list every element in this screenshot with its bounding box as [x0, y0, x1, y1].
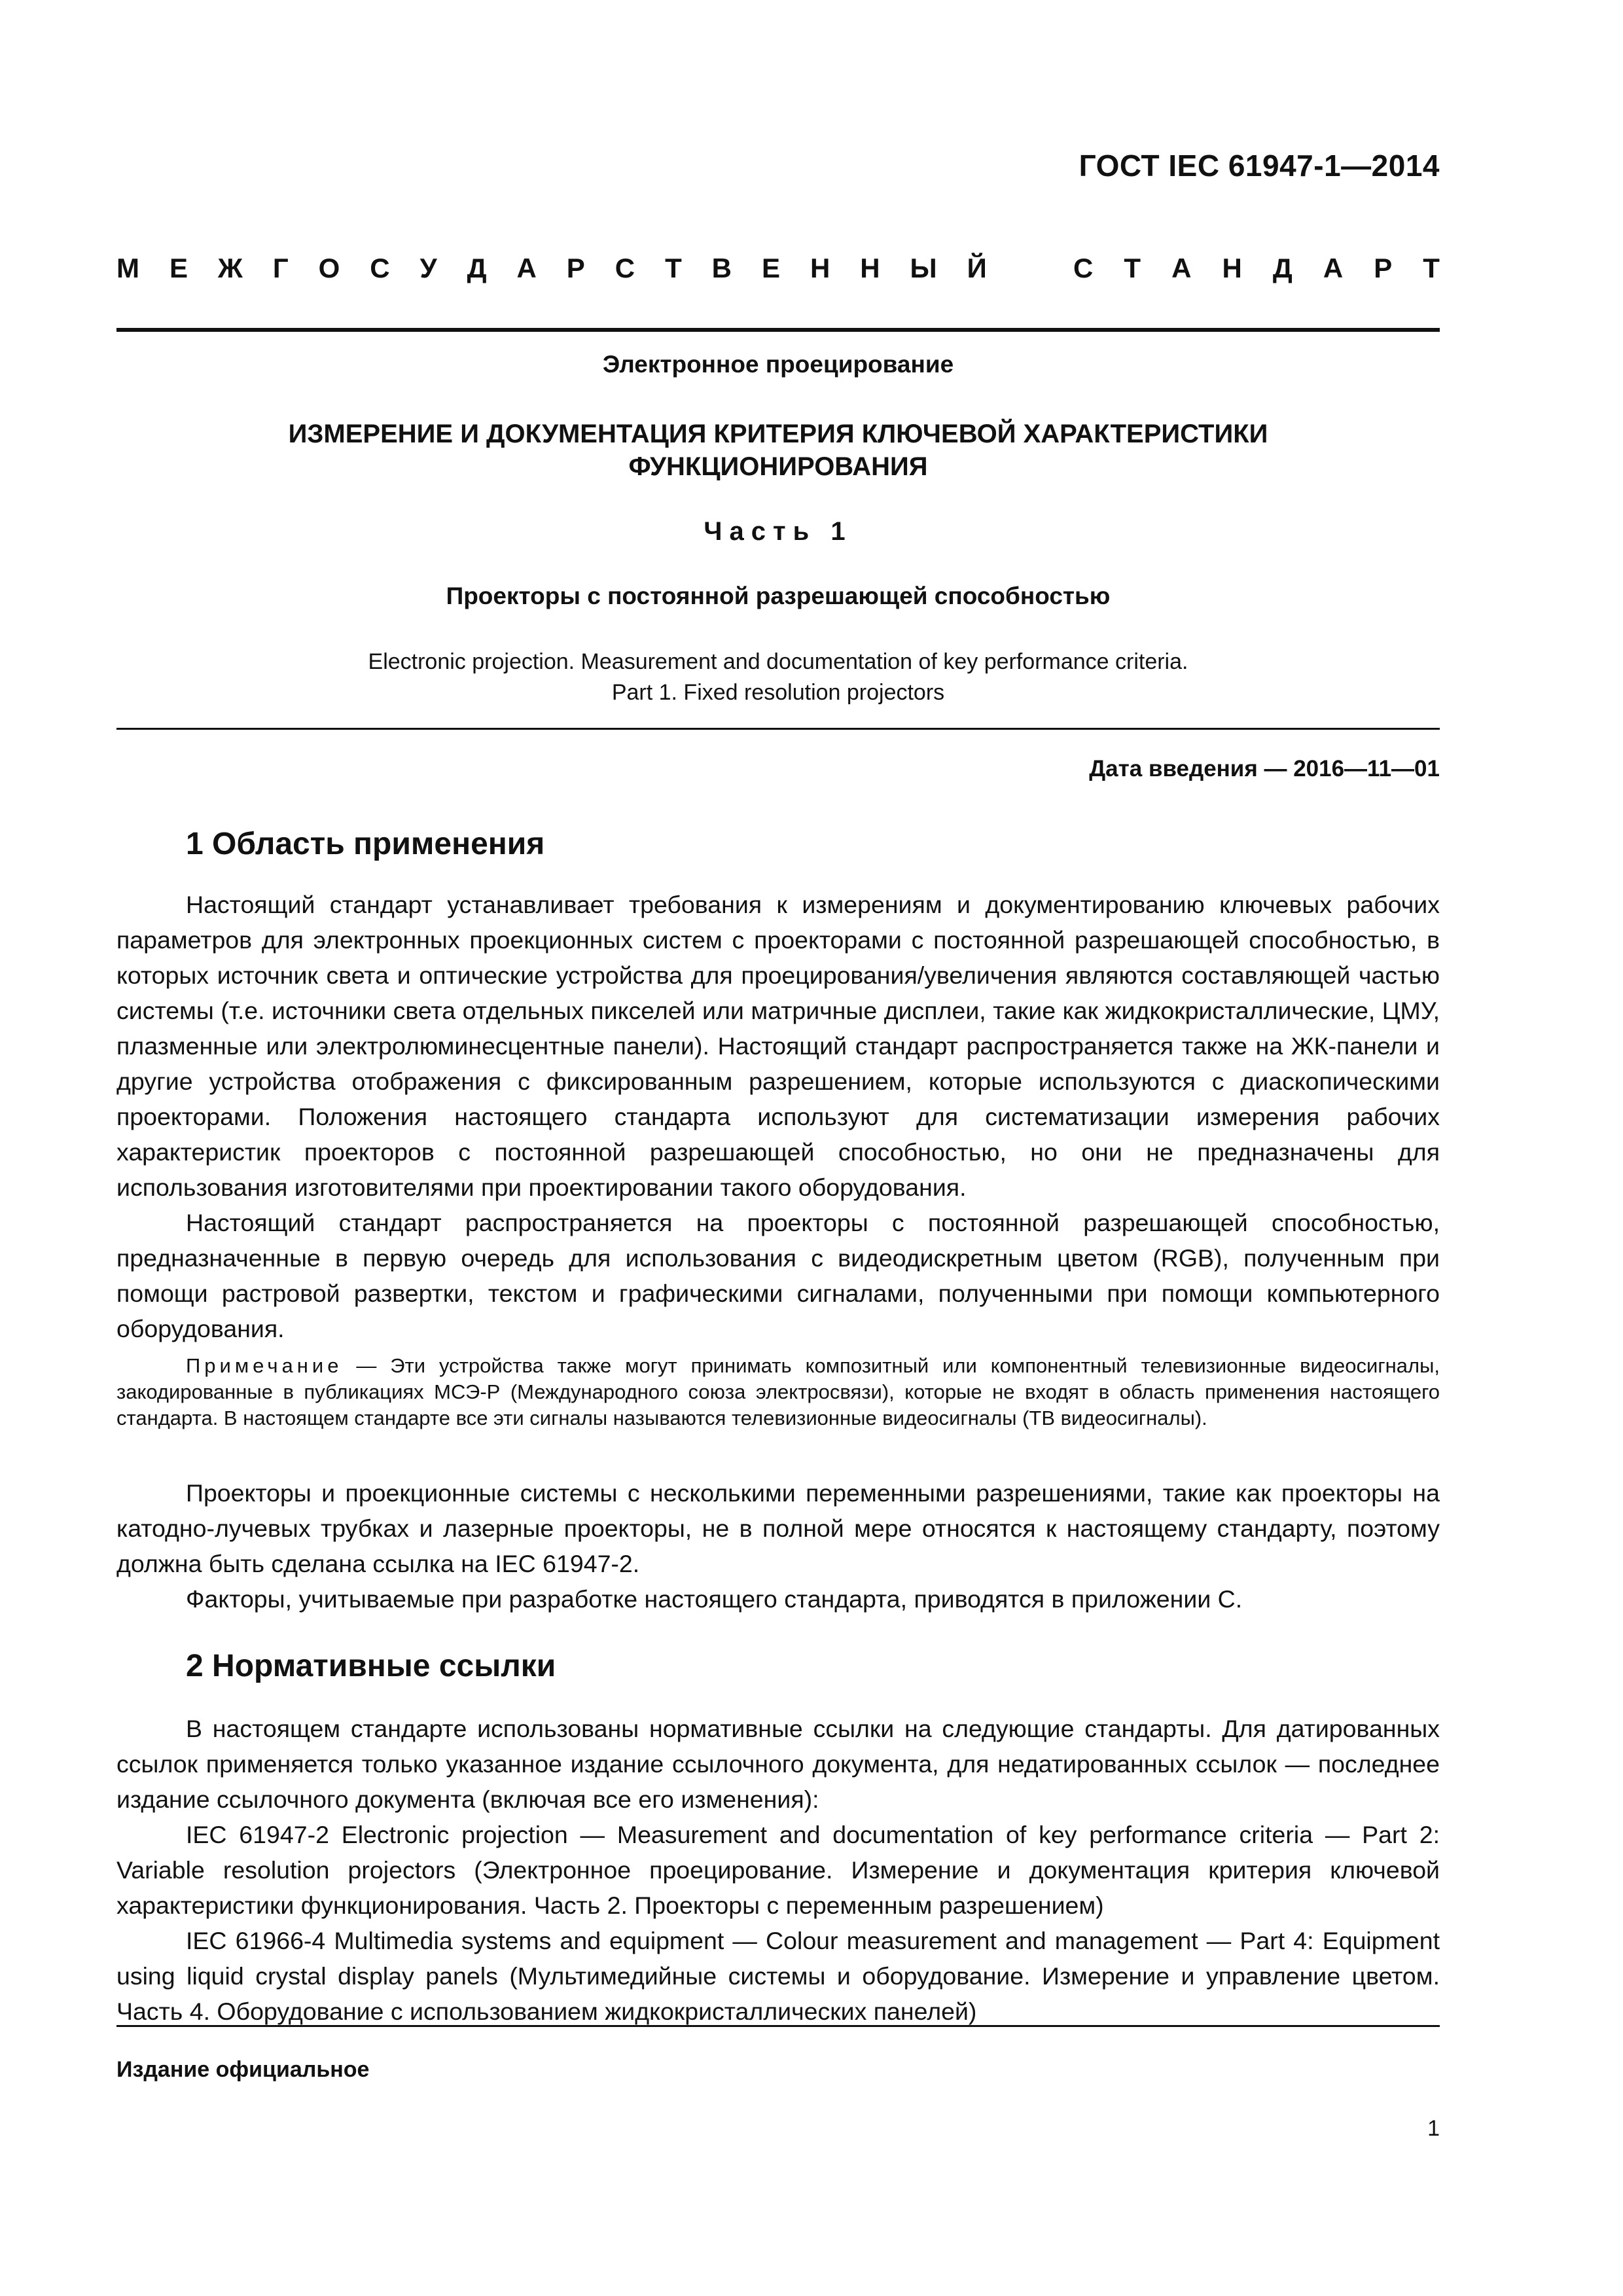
standard-type-letter: А — [1171, 253, 1192, 283]
standard-type-letter: С — [370, 253, 390, 283]
standard-type-letter: М — [116, 253, 139, 283]
english-title-line-1: Electronic projection. Measurement and documentation of key performance criteria. — [368, 649, 1188, 674]
standard-type-letter: О — [318, 253, 340, 283]
section-1-body-continued — [116, 1475, 1440, 1617]
standard-type-letter: Ы — [910, 253, 937, 283]
title-rule — [116, 728, 1440, 730]
section-2-paragraph-1: В настоящем стандарте использованы нормативные ссылки на следующие стандарты. Для датированных ссылок применяется только указанное издание ссылочного документа, для недатированных ссылок — последнее издание ссылочного документа (включая все его изменения): — [116, 1715, 1440, 1813]
standard-type-letter: Е — [169, 253, 188, 283]
document-subtitle: Проекторы с постоянной разрешающей способностью — [446, 583, 1111, 609]
standard-type-letter: Т — [1124, 253, 1141, 283]
standard-type-letter: Т — [665, 253, 682, 283]
standard-type-letter: Г — [272, 253, 289, 283]
standard-type-letter: Н — [810, 253, 830, 283]
footer-rule — [116, 2025, 1440, 2027]
introduction-date: Дата введения — 2016—11—01 — [1089, 756, 1440, 781]
section-1-paragraph-4: Факторы, учитываемые при разработке настоящего стандарта, приводятся в приложении С. — [186, 1585, 1243, 1613]
english-title-line-2: Part 1. Fixed resolution projectors — [611, 680, 945, 705]
standard-type-letter: Н — [860, 253, 880, 283]
standard-type-letter: Н — [1222, 253, 1242, 283]
standard-type-heading — [116, 253, 1440, 284]
section-1-paragraph-3: Проекторы и проекционные системы с несколькими переменными разрешениями, такие как проекторы на катодно-лучевых трубках и лазерные проекторы, не в полной мере относятся к настоящему стандарту, поэтому должна быть сделана ссылка на IEC 61947-2. — [116, 1479, 1440, 1577]
note-label: Примечание — [186, 1354, 343, 1377]
standard-type-letter: Д — [1272, 253, 1293, 283]
normative-reference-2: IEC 61966-4 Multimedia systems and equipment — Colour measurement and management — Part 4: Equipment using liquid crystal display panels (Мультимедийные системы и оборудование. Измерение и управление цветом. Часть 4. Оборудование с использованием жидкокристаллических панелей) — [116, 1927, 1440, 2025]
section-1-paragraph-1: Настоящий стандарт устанавливает требования к измерениям и документированию ключевых рабочих параметров для электронных проекционных систем с проекторами с постоянной разрешающей способностью, в которых источник света и оптические устройства для проецирования/увеличения являются составляющей частью системы (т.е. источники света отдельных пикселей или матричные дисплеи, такие как жидкокристаллические, ЦМУ, плазменные или электролюминесцентные панели). Настоящий стандарт распространяется также на ЖК-панели и другие устройства отображения с фиксированным разрешением, которые используются с диаскопическими проекторами. Положения настоящего стандарта используют для систематизации измерения рабочих характеристик проекторов с постоянной разрешающей способностью, но они не предназначены для использования изготовителями при проектировании такого оборудования. — [116, 891, 1440, 1201]
standard-type-letter: Т — [1423, 253, 1440, 283]
standard-type-word-standard — [1073, 253, 1440, 284]
section-1-note — [116, 1353, 1440, 1431]
section-2-heading: 2 Нормативные ссылки — [186, 1649, 556, 1683]
note-text: — Эти устройства также могут принимать композитный или компонентный телевизионные видеосигналы, закодированные в публикациях МСЭ-Р (Международного союза электросвязи), которые не входят в область применения настоящего стандарта. В настоящем стандарте все эти сигналы называются телевизионные видеосигналы (ТВ видеосигналы). — [116, 1354, 1440, 1429]
document-number: ГОСТ IEC 61947-1—2014 — [1079, 149, 1440, 183]
standard-type-letter: С — [1073, 253, 1094, 283]
standard-type-letter: Д — [467, 253, 487, 283]
standard-type-letter: Ж — [217, 253, 243, 283]
english-title — [116, 647, 1440, 708]
document-title-text: ИЗМЕРЕНИЕ И ДОКУМЕНТАЦИЯ КРИТЕРИЯ КЛЮЧЕВОЙ ХАРАКТЕРИСТИКИ ФУНКЦИОНИРОВАНИЯ — [288, 420, 1268, 481]
standard-type-letter: А — [1323, 253, 1344, 283]
standard-type-letter: А — [516, 253, 537, 283]
section-1-body — [116, 887, 1440, 1346]
edition-label: Издание официальное — [116, 2057, 370, 2082]
standard-type-letter: Е — [761, 253, 780, 283]
page-number: 1 — [1427, 2116, 1440, 2141]
normative-reference-1: IEC 61947-2 Electronic projection — Measurement and documentation of key performance criteria — Part 2: Variable resolution projectors (Электронное проецирование. Измерение и документация критерия ключевой характеристики функционирования. Часть 2. Проекторы с переменным разрешением) — [116, 1821, 1440, 1919]
standard-type-letter: У — [419, 253, 437, 283]
document-subject: Электронное проецирование — [602, 351, 954, 378]
document-part: Часть 1 — [704, 517, 853, 546]
section-1-heading: 1 Область применения — [186, 827, 545, 861]
standard-type-letter: В — [711, 253, 732, 283]
section-1-paragraph-2: Настоящий стандарт распространяется на проекторы с постоянной разрешающей способностью, предназначенные в первую очередь для использования с видеодискретным цветом (RGB), полученным при помощи растровой развертки, текстом и графическими сигналами, полученными при помощи компьютерного оборудования. — [116, 1209, 1440, 1342]
header-rule — [116, 328, 1440, 332]
standard-type-letter: Р — [566, 253, 585, 283]
standard-type-word-interstate — [116, 253, 987, 284]
section-2-body — [116, 1711, 1440, 2029]
standard-type-letter: Р — [1374, 253, 1393, 283]
standard-type-letter: Й — [967, 253, 987, 283]
document-page — [116, 0, 1440, 2296]
document-title — [116, 418, 1440, 483]
standard-type-letter: С — [615, 253, 635, 283]
